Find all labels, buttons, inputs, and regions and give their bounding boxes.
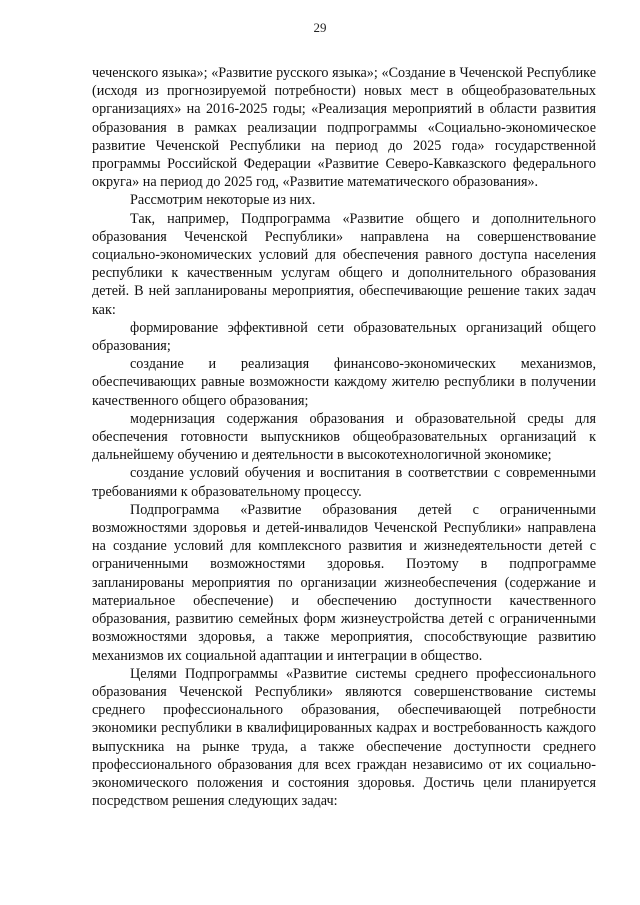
paragraph-consider: Рассмотрим некоторые из них.	[130, 192, 316, 209]
paragraph-general-education: Так, например, Подпрограмма «Развитие общего и дополнительного образования Чеченской Республики» направлена на совершенствование социально-экономических условий для обеспечения равного доступа населения республики к качественным услугам общего и дополнительного образования детей. В ней запланированы мероприятия, обеспечивающие решение таких задач как:	[92, 210, 596, 318]
page-number: 29	[313, 20, 327, 35]
list-item-network: формирование эффективной сети образовательных организаций общего образования;	[92, 319, 596, 355]
paragraph-continuation: чеченского языка»; «Развитие русского языка»; «Создание в Чеченской Республике (исходя из прогнозируемой потребности) новых мест в общеобразовательных организациях» на 2016-2025 годы; «Реализация мероприятий в области развития образования в рамках реализации подпрограммы «Социально-экономическое развитие Чеченской Республики на период до 2025 года» государственной программы Российской Федерации «Развитие Северо-Кавказского федерального округа» на период до 2025 год, «Развитие математического образования».	[92, 65, 596, 191]
body-text	[92, 64, 596, 810]
list-item-mechanisms: создание и реализация финансово-экономических механизмов, обеспечивающих равные возможности каждому жителю республики в получении качественного общего образования;	[92, 356, 596, 409]
paragraph-vocational: Целями Подпрограммы «Развитие системы среднего профессионального образования Чеченской Республики» являются совершенствование системы среднего профессионального образования, обеспечивающей потребности экономики республики в квалифицированных кадрах и востребованность каждого выпускника на рынке труда, а также обеспечение доступности среднего профессионального образования для всех граждан независимо от их социально-экономического положения и состояния здоровья. Достичь цели планируется посредством решения следующих задач:	[92, 665, 596, 810]
list-item-conditions: создание условий обучения и воспитания в соответствии с современными требованиями к образовательному процессу.	[92, 465, 596, 500]
paragraph-disabilities: Подпрограмма «Развитие образования детей с ограниченными возможностями здоровья и детей-инвалидов Чеченской Республики» направлена на создание условий для комплексного развития и жизнедеятельности детей с ограниченными возможностями здоровья. Поэтому в подпрограмме запланированы мероприятия по организации жизнеобеспечения (содержание и материальное обеспечение) и обеспечению доступности качественного образования, развитию семейных форм жизнеустройства детей с ограниченными возможностями здоровья, а также мероприятия, способствующие развитию механизмов их социальной адаптации и интеграции в общество.	[92, 501, 596, 664]
list-item-modernization: модернизация содержания образования и образовательной среды для обеспечения готовности выпускников общеобразовательных организаций к дальнейшему обучению и деятельности в высокотехнологичной экономике;	[92, 410, 596, 464]
